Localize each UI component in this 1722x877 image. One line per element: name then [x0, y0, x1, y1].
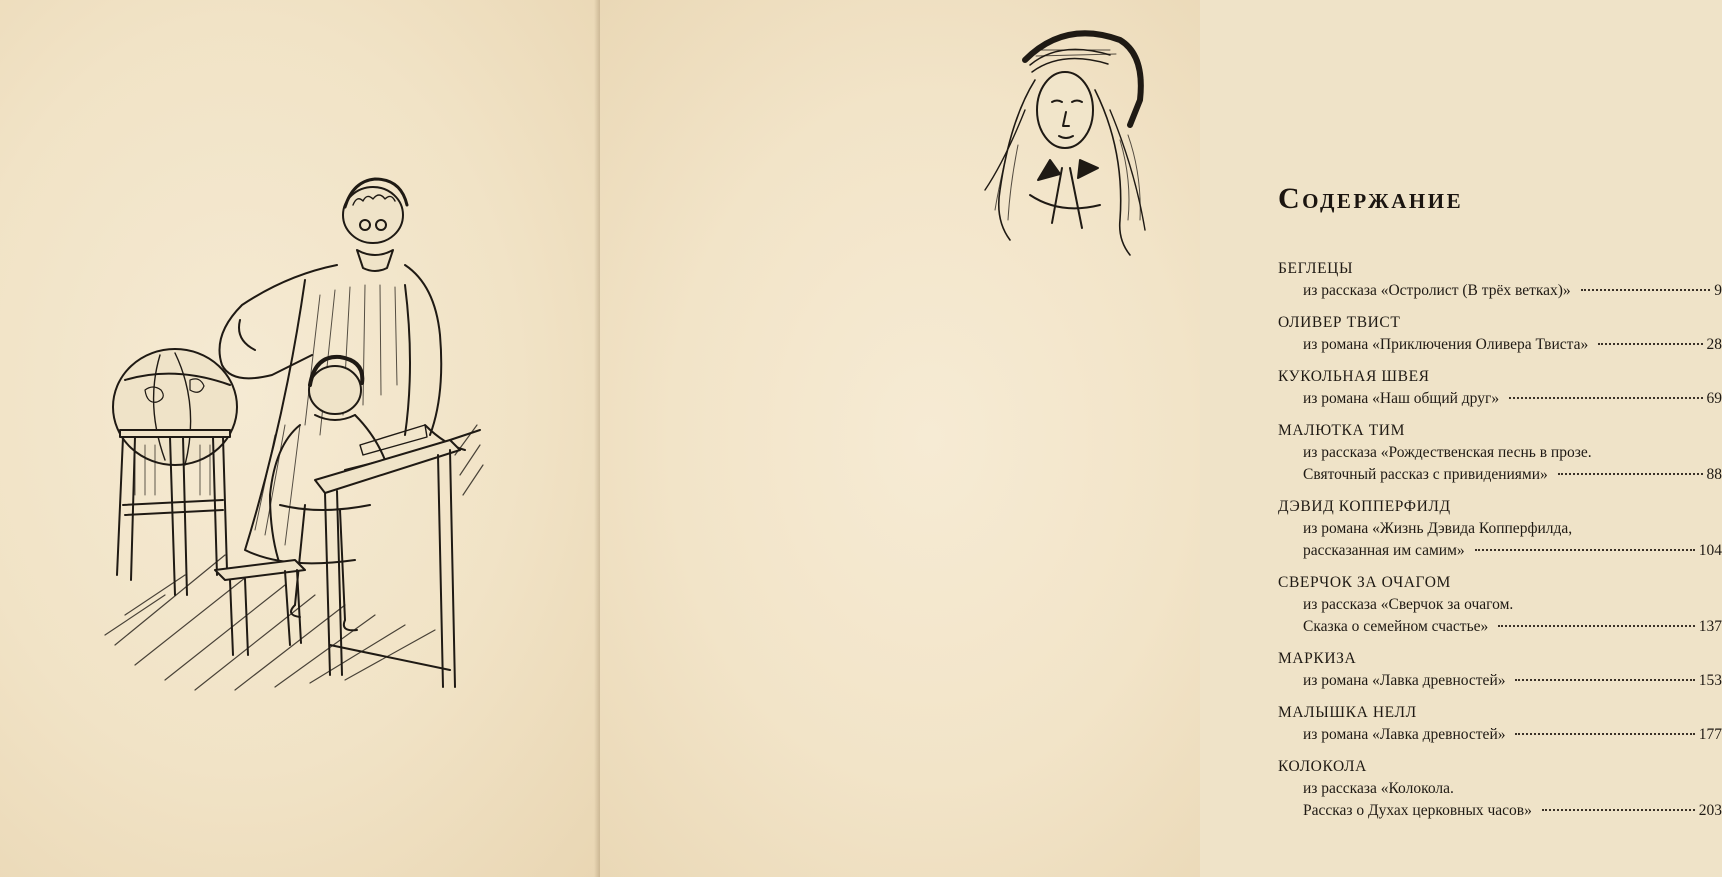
page-number: 88	[1706, 466, 1722, 483]
entry-source-row	[1278, 464, 1722, 486]
entry-source-row	[1278, 670, 1722, 692]
page-number: 69	[1706, 390, 1722, 407]
entry-title: ОЛИВЕР ТВИСТ	[1278, 314, 1401, 331]
toc-entry	[1278, 420, 1722, 486]
page-number: 28	[1706, 336, 1722, 353]
entry-title: ДЭВИД КОППЕРФИЛД	[1278, 498, 1451, 515]
entry-title: МАЛЮТКА ТИМ	[1278, 422, 1405, 439]
entry-source-line: Сказка о семейном счастье»	[1303, 618, 1489, 635]
page-number: 177	[1698, 726, 1722, 743]
toc-entry	[1278, 702, 1722, 746]
dot-leader	[1475, 549, 1695, 551]
entry-source-row	[1278, 334, 1722, 356]
entry-title: КОЛОКОЛА	[1278, 758, 1367, 775]
toc-entry	[1278, 312, 1722, 356]
entry-title: КУКОЛЬНАЯ ШВЕЯ	[1278, 368, 1430, 385]
toc-entry	[1278, 366, 1722, 410]
dot-leader	[1598, 343, 1702, 345]
illustration-teacher-and-boy	[105, 175, 485, 695]
entry-source-row	[1278, 800, 1722, 822]
dot-leader	[1498, 625, 1694, 627]
entry-source-row	[1278, 540, 1722, 562]
toc-entry	[1278, 756, 1722, 822]
toc-entry	[1278, 648, 1722, 692]
entry-source-row	[1278, 724, 1722, 746]
entry-source-row	[1278, 280, 1722, 302]
entry-source-line: Рассказ о Духах церковных часов»	[1303, 802, 1532, 819]
dot-leader	[1558, 473, 1703, 475]
dot-leader	[1515, 679, 1694, 681]
entry-title: БЕГЛЕЦЫ	[1278, 260, 1354, 277]
entry-source-line: из романа «Лавка древностей»	[1303, 726, 1506, 743]
dot-leader	[1515, 733, 1694, 735]
entry-title: МАЛЫШКА НЕЛЛ	[1278, 704, 1417, 721]
entry-title: СВЕРЧОК ЗА ОЧАГОМ	[1278, 574, 1451, 591]
entry-source-line: из романа «Наш общий друг»	[1303, 390, 1500, 407]
toc-entry	[1278, 258, 1722, 302]
table-of-contents	[1278, 258, 1722, 832]
page-number: 9	[1714, 282, 1722, 299]
dot-leader	[1542, 809, 1695, 811]
entry-source-row	[1278, 388, 1722, 410]
entry-source-line: из рассказа «Остролист (В трёх ветках)»	[1303, 282, 1571, 299]
entry-source-line: рассказанная им самим»	[1303, 542, 1465, 559]
page-number: 104	[1698, 542, 1722, 559]
dot-leader	[1581, 289, 1711, 291]
entry-title: МАРКИЗА	[1278, 650, 1357, 667]
entry-source-line: Святочный рассказ с привидениями»	[1303, 466, 1548, 483]
illustration-girl-portrait	[970, 20, 1155, 265]
entry-source-line: из рассказа «Колокола.	[1303, 780, 1454, 797]
entry-source-line: из рассказа «Сверчок за очагом.	[1303, 596, 1514, 613]
toc-entry	[1278, 496, 1722, 562]
entry-source-row	[1278, 616, 1722, 638]
toc-entry	[1278, 572, 1722, 638]
entry-source-line: из романа «Лавка древностей»	[1303, 672, 1506, 689]
contents-title: Содержание	[1278, 182, 1464, 215]
left-page	[0, 0, 600, 877]
page-number: 137	[1698, 618, 1722, 635]
page-number: 153	[1698, 672, 1722, 689]
dot-leader	[1509, 397, 1702, 399]
entry-source-line: из романа «Приключения Оливера Твиста»	[1303, 336, 1589, 353]
page-number: 203	[1698, 802, 1722, 819]
entry-source-line: из романа «Жизнь Дэвида Копперфилда,	[1303, 520, 1573, 537]
entry-source-line: из рассказа «Рождественская песнь в прозе.	[1303, 444, 1592, 461]
